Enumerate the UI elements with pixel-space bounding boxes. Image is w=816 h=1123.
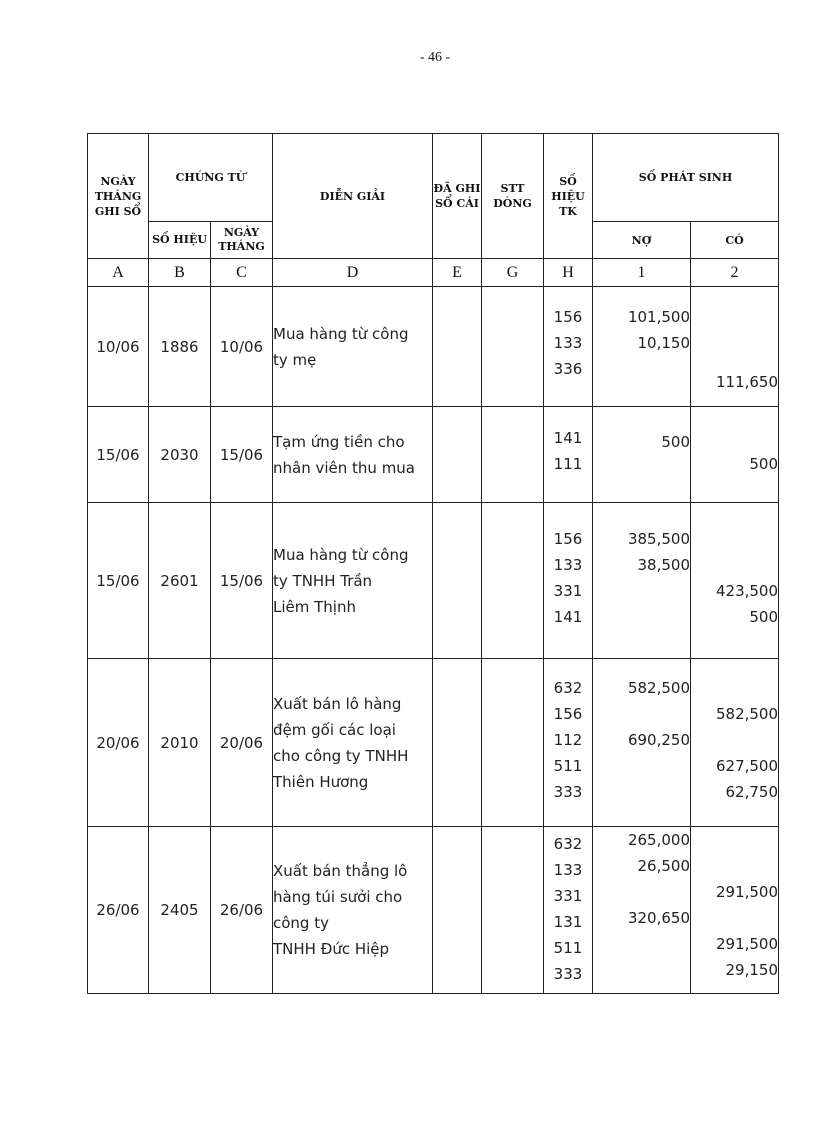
description-line: hàng túi sưởi cho <box>273 888 403 906</box>
header-description: DIỄN GIẢI <box>273 134 433 259</box>
account-code: 141 <box>553 429 583 447</box>
line-no-cell <box>482 827 544 994</box>
voucher-number: 2030 <box>149 407 211 503</box>
entry-date: 15/06 <box>88 407 149 503</box>
account-code: 156 <box>553 308 583 326</box>
header-date: NGÀY THÁNG GHI SỔ <box>88 134 149 259</box>
voucher-number: 2601 <box>149 503 211 659</box>
debit-amount: 385,500 <box>627 530 690 548</box>
column-letter: B <box>149 259 211 287</box>
debit-amount: 500 <box>661 433 690 451</box>
table-row <box>88 827 779 994</box>
description-line: ty TNHH Trần <box>273 571 373 590</box>
voucher-date: 15/06 <box>211 407 273 503</box>
voucher-date: 15/06 <box>211 503 273 659</box>
table-row <box>88 659 779 827</box>
column-letter: G <box>482 259 544 287</box>
account-code: 156 <box>553 705 583 723</box>
column-letter: D <box>273 259 433 287</box>
account-code: 111 <box>553 455 583 473</box>
account-list <box>544 503 593 659</box>
debit-amount: 690,250 <box>627 731 690 749</box>
account-code: 133 <box>553 556 583 574</box>
column-letter: 2 <box>691 259 779 287</box>
credit-amount: 627,500 <box>715 757 779 775</box>
credit-amount: 291,500 <box>715 935 779 953</box>
debit-amount: 320,650 <box>627 909 690 927</box>
posted-cell <box>433 503 482 659</box>
account-list <box>544 659 593 827</box>
table-row <box>88 407 779 503</box>
debit-list <box>593 659 691 827</box>
column-letter: C <box>211 259 273 287</box>
debit-list <box>593 503 691 659</box>
account-code: 156 <box>553 530 583 548</box>
description-line: Mua hàng từ công <box>273 545 409 564</box>
description-line: TNHH Đức Hiệp <box>273 940 390 958</box>
account-code: 511 <box>553 757 583 775</box>
description <box>273 503 433 659</box>
header-posted: ĐÃ GHI SỔ CÁI <box>433 134 482 259</box>
header-amount: SỐ PHÁT SINH <box>593 134 779 222</box>
credit-amount: 582,500 <box>715 705 779 723</box>
entry-date: 20/06 <box>88 659 149 827</box>
ledger-table <box>87 133 779 994</box>
credit-list <box>691 827 779 994</box>
entry-date: 15/06 <box>88 503 149 659</box>
credit-amount: 29,150 <box>725 961 779 979</box>
account-code: 336 <box>553 360 583 378</box>
description-line: ty mẹ <box>273 350 317 369</box>
account-code: 112 <box>553 731 583 749</box>
credit-list <box>691 659 779 827</box>
line-no-cell <box>482 287 544 407</box>
debit-list <box>593 827 691 994</box>
voucher-number: 2405 <box>149 827 211 994</box>
column-letter: H <box>544 259 593 287</box>
account-code: 511 <box>553 939 583 957</box>
description <box>273 407 433 503</box>
description-line: cho công ty TNHH <box>273 746 409 765</box>
account-code: 133 <box>553 334 583 352</box>
account-code: 632 <box>553 835 583 853</box>
debit-amount: 38,500 <box>637 556 690 574</box>
description-line: nhân viên thu mua <box>273 458 416 477</box>
credit-amount: 500 <box>749 608 779 626</box>
posted-cell <box>433 287 482 407</box>
account-code: 133 <box>553 861 583 879</box>
line-no-cell <box>482 503 544 659</box>
credit-amount: 291,500 <box>715 883 779 901</box>
credit-list <box>691 503 779 659</box>
voucher-date: 26/06 <box>211 827 273 994</box>
entry-date: 26/06 <box>88 827 149 994</box>
account-code: 141 <box>553 608 583 626</box>
voucher-number: 1886 <box>149 287 211 407</box>
credit-list <box>691 407 779 503</box>
account-code: 331 <box>553 582 583 600</box>
description <box>273 827 433 994</box>
header-account: SỐ HIỆU TK <box>544 134 593 259</box>
description-line: Mua hàng từ công <box>273 324 409 343</box>
posted-cell <box>433 407 482 503</box>
table-row <box>88 503 779 659</box>
debit-list <box>593 287 691 407</box>
column-letter: 1 <box>593 259 691 287</box>
header-voucher-no: SỐ HIỆU <box>149 222 211 259</box>
debit-amount: 265,000 <box>627 831 690 849</box>
debit-list <box>593 407 691 503</box>
account-list <box>544 287 593 407</box>
account-code: 333 <box>553 965 583 983</box>
header-voucher: CHỨNG TỪ <box>149 134 273 222</box>
account-code: 333 <box>553 783 583 801</box>
debit-amount: 10,150 <box>637 334 690 352</box>
description-line: Xuất bán thẳng lô <box>273 862 408 880</box>
account-list <box>544 827 593 994</box>
voucher-date: 10/06 <box>211 287 273 407</box>
line-no-cell <box>482 659 544 827</box>
credit-list <box>691 287 779 407</box>
credit-amount: 423,500 <box>715 582 779 600</box>
line-no-cell <box>482 407 544 503</box>
posted-cell <box>433 827 482 994</box>
entry-date: 10/06 <box>88 287 149 407</box>
description <box>273 659 433 827</box>
column-letter: A <box>88 259 149 287</box>
description-line: Xuất bán lô hàng <box>273 694 402 713</box>
account-code: 331 <box>553 887 583 905</box>
account-code: 131 <box>553 913 583 931</box>
credit-amount: 62,750 <box>725 783 779 801</box>
account-list <box>544 407 593 503</box>
account-code: 632 <box>553 679 583 697</box>
description <box>273 287 433 407</box>
credit-amount: 500 <box>749 455 779 473</box>
header-voucher-date: NGÀY THÁNG <box>211 222 273 259</box>
debit-amount: 26,500 <box>637 857 690 875</box>
description-line: đệm gối các loại <box>273 720 396 739</box>
header-debit: NỢ <box>593 222 691 259</box>
debit-amount: 101,500 <box>627 308 690 326</box>
description-line: Thiên Hương <box>273 772 369 791</box>
debit-amount: 582,500 <box>627 679 690 697</box>
column-letter-row <box>88 259 779 287</box>
table-row <box>88 287 779 407</box>
description-line: Liêm Thịnh <box>273 597 356 616</box>
voucher-number: 2010 <box>149 659 211 827</box>
description-line: Tạm ứng tiền cho <box>273 432 405 451</box>
header-line-no: STT DÒNG <box>482 134 544 259</box>
voucher-date: 20/06 <box>211 659 273 827</box>
column-letter: E <box>433 259 482 287</box>
header-credit: CÓ <box>691 222 779 259</box>
credit-amount: 111,650 <box>715 373 779 391</box>
description-line: công ty <box>273 914 329 932</box>
posted-cell <box>433 659 482 827</box>
page-number: - 46 - <box>419 50 451 65</box>
